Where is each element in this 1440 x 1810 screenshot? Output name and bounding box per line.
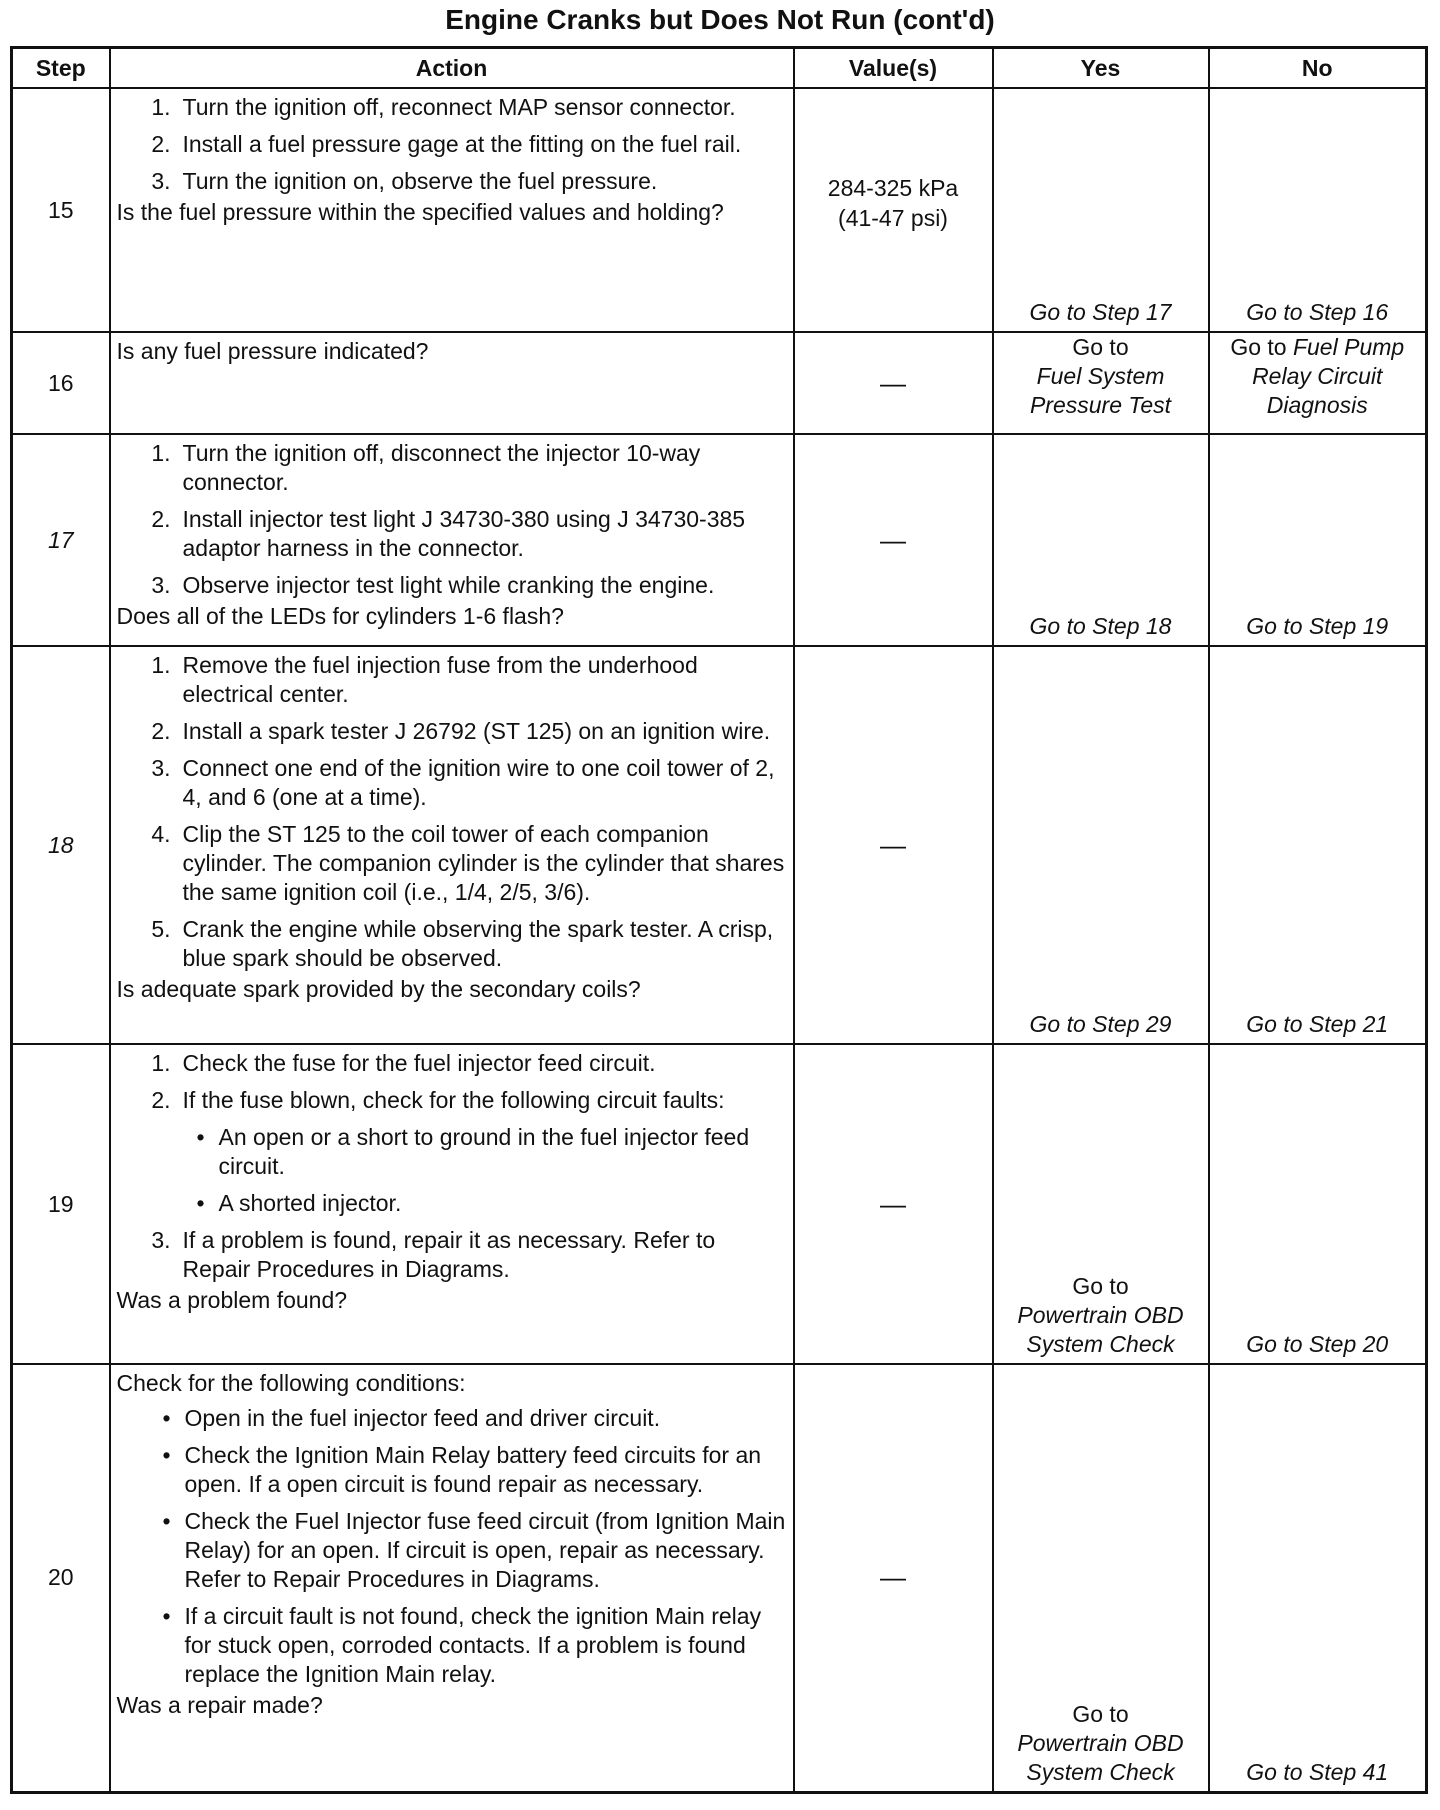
value-cell: — — [794, 1364, 993, 1792]
step-number: 17 — [12, 434, 110, 646]
action-item: 3. Turn the ignition on, observe the fuel pressure. — [151, 168, 658, 194]
table-row — [12, 332, 1427, 434]
yes-result: Go to Powertrain OBD System Check — [993, 1364, 1209, 1792]
table-row — [12, 88, 1427, 332]
yes-result: Go to Powertrain OBD System Check — [993, 1044, 1209, 1364]
diagnostic-table — [10, 46, 1428, 1794]
action-item: 3. If a problem is found, repair it as necessary. Refer to Repair Procedures in Diagrams. — [151, 1227, 716, 1282]
question: Does all of the LEDs for cylinders 1-6 flash? — [116, 603, 564, 629]
question: Was a problem found? — [116, 1287, 348, 1313]
step-number: 16 — [12, 332, 110, 434]
action-cell — [110, 1044, 794, 1364]
intro-text: Check for the following conditions: — [116, 1370, 466, 1396]
yes-result: Go to Step 29 — [993, 646, 1209, 1044]
no-result: Go to Step 16 — [1209, 88, 1427, 332]
header-yes: Yes — [993, 48, 1209, 89]
question: Is adequate spark provided by the secondary coils? — [116, 976, 641, 1002]
question: Is the fuel pressure within the specified values and holding? — [116, 199, 724, 225]
bullet-item: • Check the Fuel Injector fuse feed circuit (from Ignition Main Relay) for an open. If circuit is open, repair as necessary. Refer to Repair Procedures in Diagrams. — [162, 1508, 786, 1592]
action-item: 4. Clip the ST 125 to the coil tower of each companion cylinder. The companion cylinder is the cylinder that shares the same ignition coil (i.e., 1/4, 2/5, 3/6). — [151, 821, 785, 905]
step-number: 18 — [12, 646, 110, 1044]
yes-result: Go to Step 18 — [993, 434, 1209, 646]
value-cell: — — [794, 332, 993, 434]
action-item: 2. Install injector test light J 34730-380 using J 34730-385 adaptor harness in the connector. — [151, 506, 746, 561]
action-item: 1. Remove the fuel injection fuse from the underhood electrical center. — [151, 652, 698, 707]
action-item: 2. Install a fuel pressure gage at the fitting on the fuel rail. — [151, 131, 742, 157]
action-item: 2. Install a spark tester J 26792 (ST 125) on an ignition wire. — [151, 718, 771, 744]
step-number: 15 — [12, 88, 110, 332]
bullet-item: • If a circuit fault is not found, check the ignition Main relay for stuck open, corroded contacts. If a problem is found replace the Ignition Main relay. — [162, 1603, 762, 1687]
table-row — [12, 434, 1427, 646]
action-cell — [110, 646, 794, 1044]
action-cell — [110, 434, 794, 646]
table-row — [12, 1044, 1427, 1364]
action-cell — [110, 332, 794, 434]
action-cell — [110, 1364, 794, 1792]
action-item: 2. If the fuse blown, check for the following circuit faults: — [151, 1087, 725, 1113]
no-result: Go to Step 20 — [1209, 1044, 1427, 1364]
action-item: 1. Turn the ignition off, reconnect MAP sensor connector. — [151, 94, 736, 120]
action-cell — [110, 88, 794, 332]
no-result: Go to Fuel Pump Relay Circuit Diagnosis — [1209, 332, 1427, 434]
step-number: 19 — [12, 1044, 110, 1364]
bullet-item: • A shorted injector. — [196, 1190, 402, 1216]
page-title: Engine Cranks but Does Not Run (cont'd) — [445, 4, 995, 35]
action-item: 1. Turn the ignition off, disconnect the injector 10-way connector. — [151, 440, 701, 495]
header-values: Value(s) — [794, 48, 993, 89]
value-cell: 284-325 kPa (41-47 psi) — [794, 88, 993, 332]
action-item: 3. Observe injector test light while cranking the engine. — [151, 572, 715, 598]
bullet-item: • Check the Ignition Main Relay battery feed circuits for an open. If a open circuit is found repair as necessary. — [162, 1442, 762, 1497]
yes-result: Go to Step 17 — [993, 88, 1209, 332]
no-result: Go to Step 41 — [1209, 1364, 1427, 1792]
value-cell: — — [794, 646, 993, 1044]
header-step: Step — [12, 48, 110, 89]
action-item: 1. Check the fuse for the fuel injector feed circuit. — [151, 1050, 656, 1076]
question: Is any fuel pressure indicated? — [116, 338, 429, 364]
action-item: 3. Connect one end of the ignition wire to one coil tower of 2, 4, and 6 (one at a time). — [151, 755, 775, 810]
header-action: Action — [110, 48, 794, 89]
value-cell: — — [794, 434, 993, 646]
question: Was a repair made? — [116, 1692, 323, 1718]
bullet-item: • Open in the fuel injector feed and driver circuit. — [162, 1405, 661, 1431]
action-item: 5. Crank the engine while observing the spark tester. A crisp, blue spark should be observed. — [151, 916, 774, 971]
header-row — [12, 48, 1427, 89]
bullet-item: • An open or a short to ground in the fuel injector feed circuit. — [196, 1124, 750, 1179]
no-result: Go to Step 19 — [1209, 434, 1427, 646]
header-no: No — [1209, 48, 1427, 89]
yes-result: Go to Fuel System Pressure Test — [993, 332, 1209, 434]
table-row — [12, 646, 1427, 1044]
step-number: 20 — [12, 1364, 110, 1792]
no-result: Go to Step 21 — [1209, 646, 1427, 1044]
value-cell: — — [794, 1044, 993, 1364]
table-row — [12, 1364, 1427, 1792]
